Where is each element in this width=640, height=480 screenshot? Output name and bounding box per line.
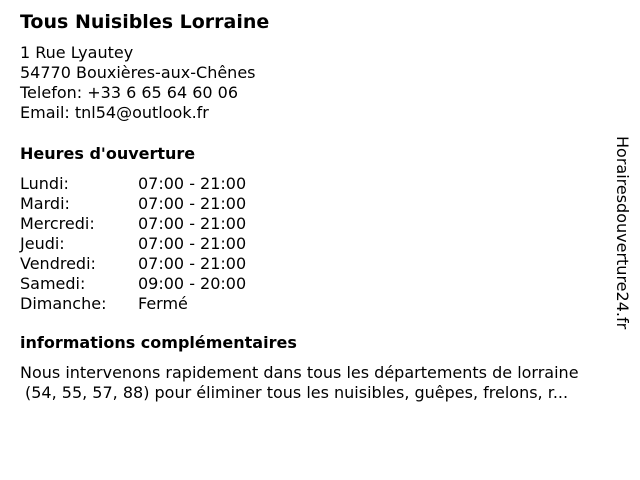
day-label: Vendredi:	[20, 254, 96, 273]
info-description	[20, 363, 620, 403]
day-label: Samedi:	[20, 274, 86, 293]
info-heading: informations complémentaires	[20, 333, 297, 352]
day-label: Lundi:	[20, 174, 69, 193]
time-value: Fermé	[138, 294, 188, 313]
business-card	[20, 10, 620, 403]
hours-heading: Heures d'ouverture	[20, 144, 196, 163]
day-label: Jeudi:	[20, 234, 65, 253]
time-value: 07:00 - 21:00	[138, 234, 247, 253]
info-line-1: Nous intervenons rapidement dans tous les départements de lorraine	[20, 363, 579, 382]
hours-row-monday	[20, 174, 620, 194]
time-value: 07:00 - 21:00	[138, 174, 247, 193]
city-address: 54770 Bouxières-aux-Chênes	[20, 63, 256, 82]
business-name: Tous Nuisibles Lorraine	[20, 11, 270, 33]
day-label: Mardi:	[20, 194, 70, 213]
time-value: 07:00 - 21:00	[138, 254, 247, 273]
hours-row-thursday	[20, 234, 620, 254]
time-value: 07:00 - 21:00	[138, 214, 247, 233]
hours-row-saturday	[20, 274, 620, 294]
site-watermark: Horairesdouverture24.fr	[613, 136, 632, 330]
info-line-2: (54, 55, 57, 88) pour éliminer tous les nuisibles, guêpes, frelons, r...	[25, 383, 569, 402]
street-address: 1 Rue Lyautey	[20, 43, 134, 62]
hours-table	[20, 174, 620, 314]
time-value: 07:00 - 21:00	[138, 194, 247, 213]
hours-row-sunday	[20, 294, 620, 314]
contact-block	[20, 43, 620, 123]
phone-number[interactable]: Telefon: +33 6 65 64 60 06	[20, 83, 239, 102]
day-label: Mercredi:	[20, 214, 95, 233]
hours-row-wednesday	[20, 214, 620, 234]
time-value: 09:00 - 20:00	[138, 274, 247, 293]
hours-row-friday	[20, 254, 620, 274]
day-label: Dimanche:	[20, 294, 107, 313]
hours-row-tuesday	[20, 194, 620, 214]
email-address[interactable]: Email: tnl54@outlook.fr	[20, 103, 209, 122]
